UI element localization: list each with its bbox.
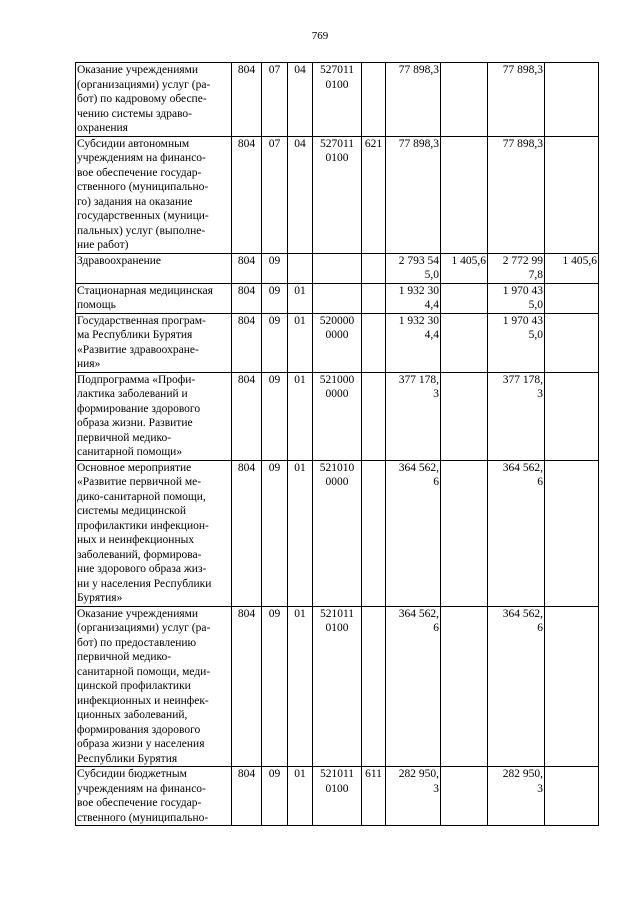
cell-target-article: 527011 0100 [313,136,362,253]
cell-name: Государственная програм- ма Республики Бурятия «Развитие здравоохране- ния» [76,313,232,372]
cell-name: Субсидии бюджетным учреждениям на финансо- вое обеспечение государ- ственного (муниципально- [76,767,232,826]
cell-section-code: 09 [262,372,288,460]
cell-name: Подпрограмма «Профи- лактика заболеваний и формирование здорового образа жизни. Развитие первичной медико- санитарной помощи» [76,372,232,460]
cell-federal-year1 [441,313,488,372]
cell-federal-year2 [545,313,599,372]
cell-expense-type: 621 [362,136,386,253]
cell-expense-type [362,460,386,606]
cell-federal-year1 [441,283,488,313]
cell-ministry-code: 804 [232,767,262,826]
cell-amount-year1: 77 898,3 [386,63,441,137]
table-row [76,313,599,372]
cell-federal-year2 [545,460,599,606]
cell-amount-year2: 77 898,3 [488,63,545,137]
cell-name: Основное мероприятие «Развитие первичной ме- дико-санитарной помощи, системы медицинской профилактики инфекцион- ных и неинфекционных заболеваний, формирова- ние здорового образа жиз- ни у населения Республики Бурятия» [76,460,232,606]
cell-target-article [313,253,362,283]
cell-ministry-code: 804 [232,460,262,606]
cell-amount-year2: 77 898,3 [488,136,545,253]
cell-name: Здравоохранение [76,253,232,283]
cell-amount-year2: 2 772 99 7,8 [488,253,545,283]
cell-amount-year1: 1 932 30 4,4 [386,283,441,313]
table-row [76,460,599,606]
cell-expense-type [362,253,386,283]
cell-expense-type [362,283,386,313]
cell-amount-year2: 1 970 43 5,0 [488,283,545,313]
cell-section-code: 09 [262,283,288,313]
cell-subsection-code [288,253,313,283]
cell-name: Оказание учреждениями (организациями) услуг (ра- бот) по кадровому обеспе- чению системы здраво- охранения [76,63,232,137]
cell-ministry-code: 804 [232,313,262,372]
cell-expense-type [362,372,386,460]
cell-ministry-code: 804 [232,136,262,253]
table-row [76,253,599,283]
table-row [76,136,599,253]
cell-target-article: 521000 0000 [313,372,362,460]
cell-section-code: 09 [262,606,288,767]
cell-expense-type [362,63,386,137]
cell-amount-year1: 377 178, 3 [386,372,441,460]
cell-amount-year2: 1 970 43 5,0 [488,313,545,372]
cell-target-article: 521010 0000 [313,460,362,606]
cell-subsection-code: 01 [288,372,313,460]
page-number: 769 [311,30,329,42]
table-row [76,283,599,313]
cell-name: Стационарная медицинская помощь [76,283,232,313]
cell-amount-year1: 77 898,3 [386,136,441,253]
cell-federal-year2 [545,767,599,826]
cell-amount-year2: 282 950, 3 [488,767,545,826]
table-row [76,372,599,460]
table-row [76,63,599,137]
cell-federal-year1 [441,606,488,767]
cell-target-article: 521011 0100 [313,767,362,826]
cell-federal-year1 [441,136,488,253]
cell-expense-type: 611 [362,767,386,826]
cell-federal-year1: 1 405,6 [441,253,488,283]
cell-federal-year2 [545,606,599,767]
cell-section-code: 09 [262,313,288,372]
cell-amount-year2: 364 562, 6 [488,460,545,606]
cell-subsection-code: 01 [288,313,313,372]
cell-name: Субсидии автономным учреждениям на финансо- вое обеспечение государ- ственного (муниципально- го) задания на оказание государственных (муници- пальных) услуг (выполне- ние работ) [76,136,232,253]
cell-subsection-code: 01 [288,283,313,313]
cell-amount-year1: 282 950, 3 [386,767,441,826]
cell-federal-year2 [545,63,599,137]
cell-target-article [313,283,362,313]
cell-ministry-code: 804 [232,283,262,313]
cell-federal-year2 [545,372,599,460]
cell-amount-year1: 364 562, 6 [386,460,441,606]
cell-federal-year1 [441,372,488,460]
cell-name: Оказание учреждениями (организациями) услуг (ра- бот) по предоставлению первичной медико- санитарной помощи, меди- цинской профилактики инфекционных и неинфек- ционных заболеваний, формирования здорового образа жизни у населения Республики Бурятия [76,606,232,767]
cell-federal-year2 [545,136,599,253]
cell-federal-year1 [441,767,488,826]
cell-federal-year1 [441,460,488,606]
cell-ministry-code: 804 [232,372,262,460]
cell-amount-year2: 364 562, 6 [488,606,545,767]
cell-target-article: 520000 0000 [313,313,362,372]
cell-federal-year2 [545,283,599,313]
cell-section-code: 09 [262,460,288,606]
cell-subsection-code: 04 [288,136,313,253]
cell-federal-year1 [441,63,488,137]
cell-subsection-code: 01 [288,460,313,606]
cell-amount-year2: 377 178, 3 [488,372,545,460]
cell-amount-year1: 2 793 54 5,0 [386,253,441,283]
cell-section-code: 09 [262,253,288,283]
cell-section-code: 07 [262,63,288,137]
cell-expense-type [362,313,386,372]
cell-section-code: 09 [262,767,288,826]
cell-amount-year1: 1 932 30 4,4 [386,313,441,372]
cell-federal-year2: 1 405,6 [545,253,599,283]
table-row [76,606,599,767]
table-row [76,767,599,826]
cell-subsection-code: 01 [288,606,313,767]
cell-subsection-code: 01 [288,767,313,826]
cell-subsection-code: 04 [288,63,313,137]
cell-ministry-code: 804 [232,606,262,767]
cell-ministry-code: 804 [232,63,262,137]
cell-target-article: 521011 0100 [313,606,362,767]
cell-amount-year1: 364 562, 6 [386,606,441,767]
cell-section-code: 07 [262,136,288,253]
cell-expense-type [362,606,386,767]
budget-table [75,62,599,826]
cell-target-article: 527011 0100 [313,63,362,137]
cell-ministry-code: 804 [232,253,262,283]
